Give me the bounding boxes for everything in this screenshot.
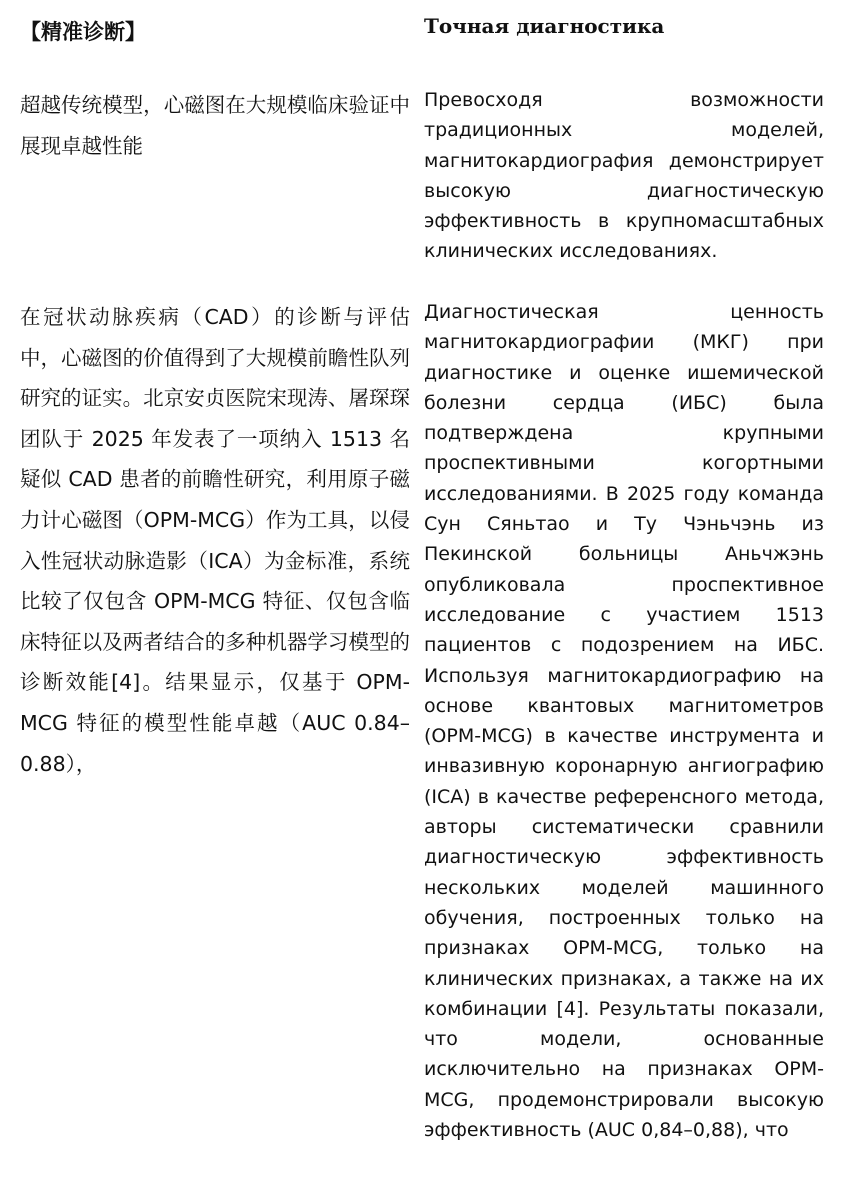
body-paragraph-ru: Диагностическая ценность магнитокардиографии (МКГ) при диагностике и оценке ишемической болезни сердца (ИБС) была подтверждена крупными проспективными когортными исследованиями. В 2025 году команда Сун Сяньтао и Ту Чэньчэнь из Пекинской больницы Аньчжэнь опубликовала проспективное исследование с участием 1513 пациентов с подозрением на ИБС. Используя магнитокардиографию на основе квантовых магнитометров (OPM-MCG) в качестве инструмента и инвазивную коронарную ангиографию (ICA) в качестве референсного метода, авторы систематически сравнили диагностическую эффективность нескольких моделей машинного обучения, построенных только на признаках OPM-MCG, только на клинических признаках, а также на их комбинации [4]. Результаты показали, что модели, основанные исключительно на признаках OPM-MCG, продемонстрировали высокую эффективность (AUC 0,84–0,88), что [424,301,824,1142]
section-heading-zh: 【精准诊断】 [20,20,146,44]
section-heading-ru: Точная диагностика [424,14,665,38]
body-paragraph-zh: 在冠状动脉疾病（CAD）的诊断与评估中，心磁图的价值得到了大规模前瞻性队列研究的证实。北京安贞医院宋现涛、屠琛琛团队于 2025 年发表了一项纳入 1513 名疑似 CAD 患者的前瞻性研究，利用原子磁力计心磁图（OPM-MCG）作为工具，以侵入性冠状动脉造影（ICA）为金标准，系统比较了仅包含 OPM-MCG 特征、仅包含临床特征以及两者结合的多种机器学习模型的诊断效能[4]。结果显示，仅基于 OPM-MCG 特征的模型性能卓越（AUC 0.84–0.88）， [20,305,410,776]
subtitle-paragraph-ru: Превосходя возможности традиционных моделей, магнитокардиография демонстрирует высокую диагностическую эффективность в крупномасштабных клинических исследованиях. [424,89,824,263]
subtitle-paragraph-zh: 超越传统模型，心磁图在大规模临床验证中展现卓越性能 [20,93,410,158]
